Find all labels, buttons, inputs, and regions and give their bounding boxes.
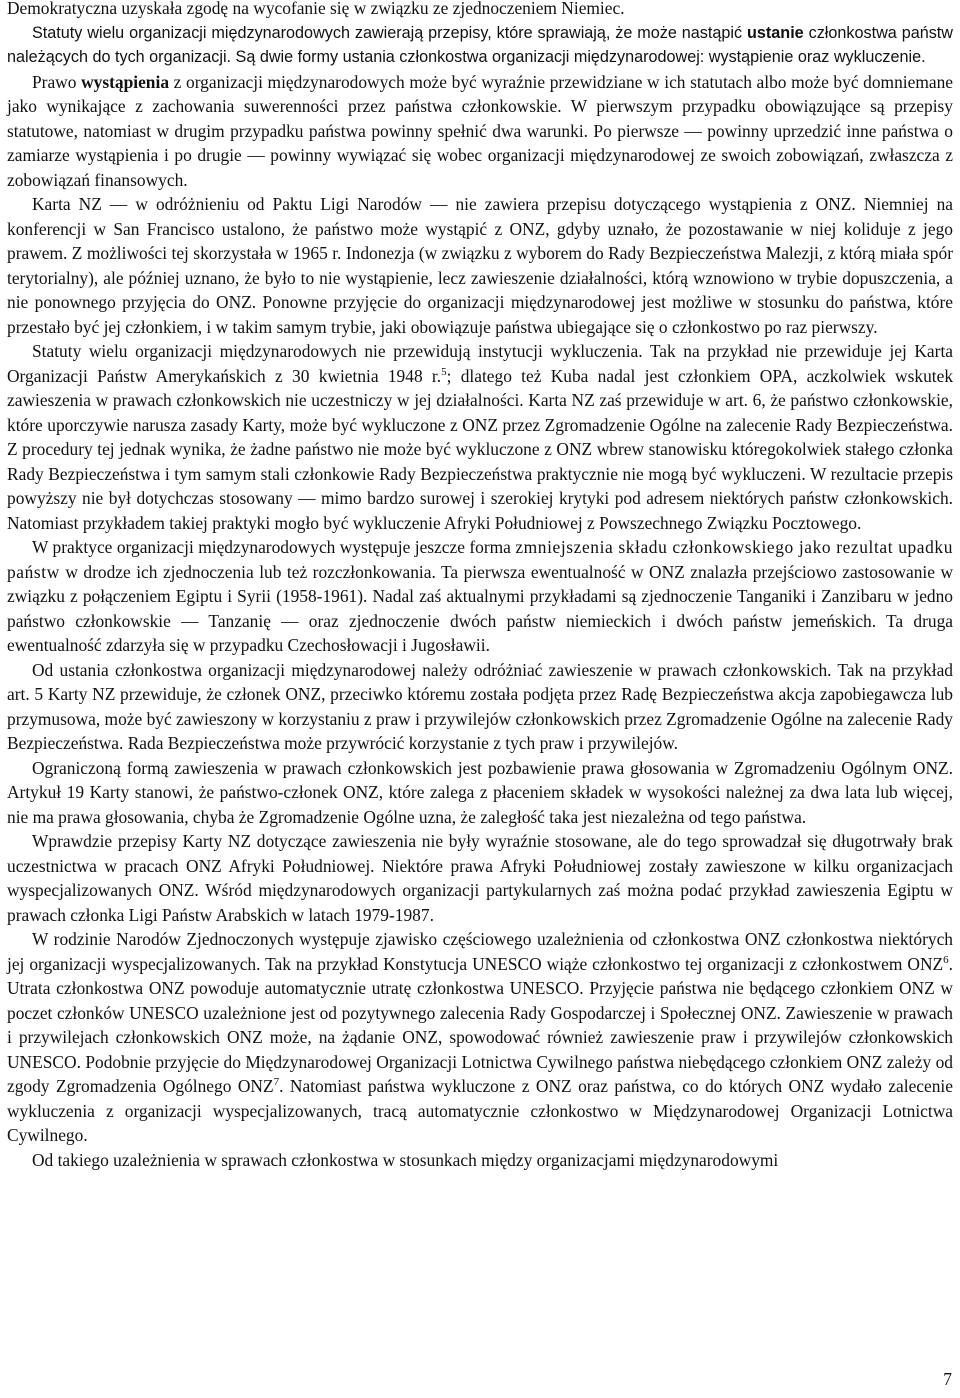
- document-page: [7, 0, 953, 1172]
- paragraph-1: Demokratyczna uzyskała zgodę na wycofanie się w związku ze zjednoczeniem Niemiec.: [7, 0, 625, 18]
- paragraph-7: Od ustania członkostwa organizacji międzynarodowej należy odróżniać zawieszenie w prawach członkowskich. Tak na przykład art. 5 Karty NZ przewiduje, że członek ONZ, przeciwko któremu została podjęta przez Radę Bezpieczeństwa akcja zapobiegawcza lub przymusowa, może być zawieszony w korzystaniu z praw i przywilejów członkowskich przez Zgromadzenie Ogólne na zalecenie Rady Bezpieczeństwa. Rada Bezpieczeństwa może przywrócić korzystanie z tych praw i przywilejów.: [7, 659, 953, 753]
- paragraph-3-text-a: Prawo: [32, 71, 82, 92]
- term-ustanie: ustanie: [747, 23, 804, 42]
- paragraph-9: Wprawdzie przepisy Karty NZ dotyczące zawieszenia nie były wyraźnie stosowane, ale do tego sprowadzał się długotrwały brak uczestnictwa w pracach ONZ Afryki Południowej. Niektóre prawa Afryki Południowej zostały zawieszone w kilku organizacjach wyspecjalizowanych ONZ. Wśród międzynarodowych organizacji partykularnych zaś można podać przykład zawieszenia Egiptu w prawach członka Ligi Państw Arabskich w latach 1979-1987.: [7, 831, 953, 925]
- paragraph-10-text-b: . Utrata członkostwa ONZ powoduje automatycznie utratę członkostwa UNESCO. Przyjęcie państwa nie będącego członkiem ONZ w poczet członków UNESCO uzależnione jest od pozytywnego zalecenia Rady Gospodarczej i Społecznej ONZ. Zawieszenie w prawach i przywilejach członkowskich ONZ może, na żądanie ONZ, spowodować również zawieszenie praw i przywilejów członkowskich UNESCO. Podobnie przyjęcie do Międzynarodowej Organizacji Lotnictwa Cywilnego państwa niebędącego członkiem ONZ zależy od zgody Zgromadzenia Ogólnego ONZ: [7, 953, 953, 1096]
- paragraph-3-text-d: W pierwszym przypadku obowiązujące są przepisy statutowe, natomiast w drugim przypadku państwa powinny spełnić dwa warunki. Po pierwsze — powinny uprzedzić inne państwa o zamiarze wystąpienia i po drugie — powinny wywiązać się wobec organizacji międzynarodowej ze swoich zobowiązań, zwłaszcza z zobowiązań finansowych.: [7, 96, 954, 190]
- footnote-ref-6[interactable]: 6: [943, 953, 949, 966]
- paragraph-4: Karta NZ — w odróżnieniu od Paktu Ligi Narodów — nie zawiera przepisu dotyczącego wystąpienia z ONZ. Niemniej na konferencji w San Francisco ustalono, że państwo może wystąpić z ONZ, gdyby uznało, że pozostawanie w niej koliduje z jego prawem. Z możliwości tej skorzystała w 1965 r. Indonezja (w związku z wyborem do Rady Bezpieczeństwa Malezji, z którą miała spór terytorialny), ale później uznano, że było to nie wystąpienie, lecz zawieszenie działalności, którą wznowiono w trybie dopuszczenia, a nie ponownego przyjęcia do ONZ. Ponowne przyjęcie do organizacji międzynarodowej jest możliwe w stosunku do państwa, które przestało być jej członkiem, i w takim samym trybie, jaki obowiązuje państwa ubiegające się o członkostwo po raz pierwszy.: [7, 194, 953, 337]
- paragraph-10: [7, 927, 953, 1148]
- paragraph-2: [7, 21, 953, 70]
- paragraph-6-text-c: w drodze ich zjednoczenia lub też rozczłonkowania. Ta pierwsza ewentualność w ONZ znalazła przejściowo zastosowanie w związku z połączeniem Egiptu i Syrii (1958-1961). Nadal zaś aktualnymi przykładami są zjednoczenie Tanganiki i Zanzibaru w jedno państwo członkowskie — Tanzanię — oraz zjednoczenie dwóch państw niemieckich i dwóch państw jemeńskich. Ta druga ewentualność zdarzyła się w przypadku Czechosłowacji i Jugosławii.: [7, 561, 953, 655]
- footnote-ref-5[interactable]: 5: [441, 365, 447, 378]
- paragraph-6: [7, 535, 953, 658]
- paragraph-5: [7, 339, 953, 535]
- term-wystapienia: wystąpienia: [81, 71, 170, 92]
- paragraph-2-text-c: członkostwa państw należących do tych organizacji. Są dwie formy ustania członkostwa organizacji międzynarodowej: wystąpienie oraz wykluczenie.: [7, 23, 953, 66]
- paragraph-10-text-a: W rodzinie Narodów Zjednoczonych występuje zjawisko częściowego uzależnienia od członkostwa ONZ członkostwa niektórych jej organizacji wyspecjalizowanych. Tak na przykład Konstytucja UNESCO wiąże członkostwo tej organizacji z członkostwem ONZ: [7, 929, 953, 974]
- paragraph-5-text-a: Statuty wielu organizacji międzynarodowych nie przewidują instytucji wykluczenia. Tak na przykład nie przewiduje jej Karta Organizacji Państw Amerykańskich z 30 kwietnia 1948 r.: [7, 341, 953, 386]
- paragraph-2-text-a: Statuty wielu organizacji międzynarodowych zawierają przepisy, które sprawiają, że może nastąpić: [32, 23, 748, 42]
- page-number: 7: [943, 1369, 952, 1389]
- paragraph-3-text-c: z organizacji międzynarodowych może być wyraźnie przewidziane w ich statutach albo może być domniemane jako wynikające z zachowania suwerenności przez państwa członkowskie.: [7, 71, 953, 116]
- paragraph-11: Od takiego uzależnienia w sprawach członkostwa w stosunkach między organizacjami międzynarodowymi: [32, 1149, 779, 1170]
- paragraph-10-text-c: . Natomiast państwa wykluczone z ONZ oraz państwa, co do których ONZ wydało zalecenie wykluczenia z organizacji wyspecjalizowanych, tracą automatycznie członkostwo w Międzynarodowej Organizacji Lotnictwa Cywilnego.: [7, 1076, 953, 1145]
- paragraph-5-text-c: ; dlatego też Kuba nadal jest członkiem OPA, aczkolwiek wskutek zawieszenia w prawach członkowskich nie uczestniczy w jej działalności. Karta NZ zaś przewiduje w art. 6, że państwo członkowskie, które uporczywie narusza zasady Karty, może być wykluczone z ONZ przez Zgromadzenie Ogólne na zalecenie Rady Bezpieczeństwa. Z procedury tej jednak wynika, że żadne państwo nie może być wykluczone z ONZ wbrew stanowisku któregokolwiek stałego członka Rady Bezpieczeństwa i tym samym stali członkowie Rady Bezpieczeństwa praktycznie nie mogą być wykluczeni. W rezultacie przepis powyższy nie był dotychczas stosowany — mimo bardzo surowej i szerokiej krytyki pod adresem niektórych państw członkowskich. Natomiast przykładem takiej praktyki mogło być wykluczenie Afryki Południowej z Powszechnego Związku Pocztowego.: [7, 365, 954, 533]
- paragraph-6-text-a: W praktyce organizacji międzynarodowych występuje jeszcze forma: [32, 537, 516, 557]
- footnote-ref-7[interactable]: 7: [273, 1076, 280, 1089]
- paragraph-8: Ograniczoną formą zawieszenia w prawach członkowskich jest pozbawienie prawa głosowania w Zgromadzeniu Ogólnym ONZ. Artykuł 19 Karty stanowi, że państwo-członek ONZ, które zalega z płaceniem składek w wysokości należnej za dwa lata lub więcej, nie ma prawa głosowania, chyba że Zgromadzenie Ogólne uzna, że zaległość taka jest niezależna od tego państwa.: [7, 757, 953, 827]
- term-zmniejszenia-skladu: zmniejszenia składu członkowskiego jako rezultat upadku państw: [7, 537, 953, 582]
- paragraph-3: [7, 70, 953, 193]
